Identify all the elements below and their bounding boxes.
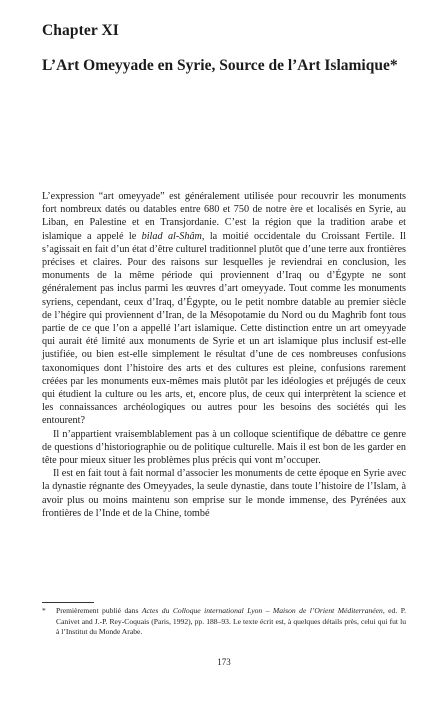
title-footnote-mark: *	[389, 57, 398, 74]
paragraph-1-term: bilad al-Shâm	[141, 230, 202, 242]
footnote-source: Actes du Colloque international Lyon – Maison de l’Orient Méditerranéen	[141, 606, 383, 615]
paragraph-3: Il est en fait tout à fait normal d’associer les monuments de cette époque en Syrie avec la dynastie régnante des Omeyyades, la seule dynastie, dans toute l’histoire de l’Islam, à avoir plus ou moins maintenu son emprise sur le monde immense, des Pyrénées aux frontières de l’Inde et de la Chine, tombé	[42, 468, 406, 519]
paragraph-2: Il n’appartient vraisemblablement pas à un colloque scientifique de débattre ce genre de questions d’historiographie ou de politique culturelle. Mais il est bon de les garder en tête pour mieux situer les problèmes plus précis qui vont m’occuper.	[42, 428, 406, 467]
body-text	[42, 190, 406, 520]
footnote	[42, 606, 406, 638]
paragraph-1-part-b: , la moitié occidentale du Croissant Fertile. Il s’agissait en fait d’un état d’être culturel traditionnel plutôt que d’une terre aux frontières précises et claires. Pour des raisons sur lesquelles je reviendrai en conclusion, les monuments de la même période qui proviennent d’Iraq ou d’Égypte ne sont généralement pas inclus parmi les œuvres d’art omeyyade. Tout comme les monuments syriens, cependant, ceux d’Iraq, d’Égypte, ou le petit nombre datable au premier siècle de l’hégire qui proviennent d’Iran, de la Mésopotamie du Nord ou du Maghrib font tous partie de ce que l’on a appellé l’art islamique. Cette distinction entre un art omeyyade qui aurait été limité aux monuments de Syrie et un art islamique plus inclusif est-elle justifiée, ou bien est-elle simplement le résultat d’une de ces nombreuses confusions taxonomiques dont l’histoire des arts et des cultures est pleine, confusions rarement créées par les monuments eux-mêmes mais plutôt par les idéologies et préjugés de ceux qui étudient la culture ou les arts, et, encore plus, de ceux qui interprètent la science et les connaissances archéologiques ou autres pour les besoins des sociétés qui les entourent?	[42, 230, 406, 427]
footnote-part-a: Premièrement publié dans	[56, 606, 142, 615]
footnote-text	[56, 606, 406, 638]
chapter-title-text: L’Art Omeyyade en Syrie, Source de l’Art Islamique	[42, 57, 390, 74]
paragraph-1	[42, 190, 406, 428]
footnote-divider	[42, 602, 94, 603]
paragraph-1-part-a: L’expression “art omeyyade” est généralement utilisée pour recouvrir les monuments fort nombreux datés ou datables entre 680 et 750 de notre ère et localisés en Syrie, au Liban, en Palestine et en Transjordanie. C’est la région que la tradition arabe et islamique a appelé le	[42, 191, 406, 242]
footnote-part-b: , ed. P. Canivet and J.-P. Rey-Coquais (Paris, 1992), pp. 188–93. Le texte écrit est, à quelques détails près, celui qui fut lu à l’Institut du Monde Arabe.	[56, 606, 406, 637]
page-number: 173	[217, 657, 231, 667]
chapter-title	[42, 56, 402, 75]
chapter-label: Chapter XI	[42, 22, 119, 39]
footnote-mark: *	[42, 606, 46, 615]
